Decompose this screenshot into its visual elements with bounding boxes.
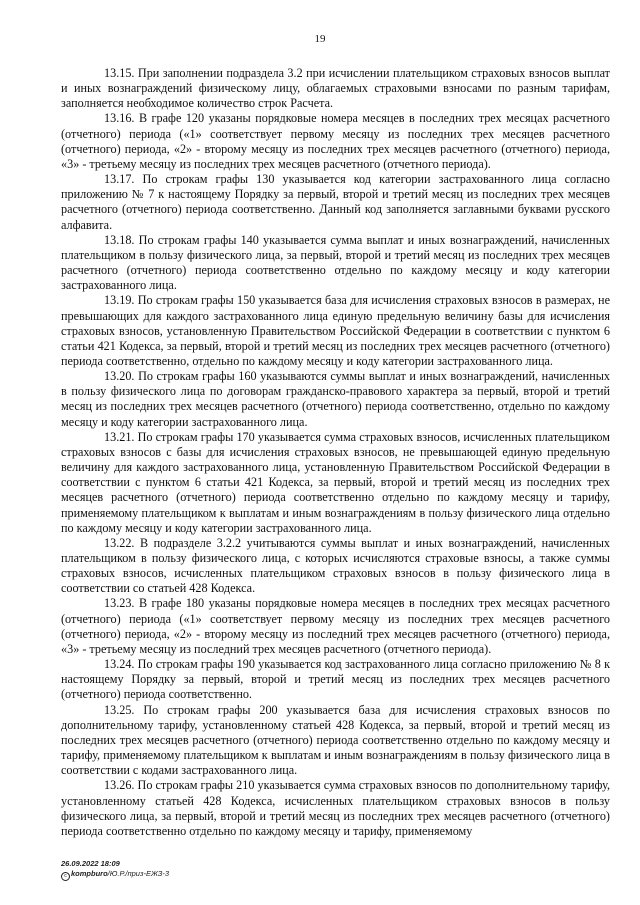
paragraph-13-20: 13.20. По строкам графы 160 указываются суммы выплат и иных вознаграждений, начисленных в пользу физического лица по договорам гражданско-правового характера за первый, второй и третий месяц из последних трех месяцев расчетного (отчетного) периода соответственно, отдельно по каждому месяцу и коду категории застрахованного лица. [61, 369, 610, 429]
paragraph-13-19: 13.19. По строкам графы 150 указывается база для исчисления страховых взносов в размерах, не превышающих для каждого застрахованного лица единую предельную величину базы для исчисления страховых взносов, установленную Правительством Российской Федерации в соответствии с пунктом 6 статьи 421 Кодекса, за первый, второй и третий месяц из последних трех месяцев расчетного (отчетного) периода соответственно, отдельно по каждому месяцу и коду категории застрахованного лица. [61, 293, 610, 368]
footer-source-brand: kompburo [71, 869, 108, 878]
copyright-icon: c [61, 872, 70, 881]
paragraph-13-16: 13.16. В графе 120 указаны порядковые номера месяцев в последних трех месяцах расчетного (отчетного) периода («1» соответствует первому месяцу из последних трех месяцев расчетного (отчетного) периода, «2» - второму месяцу из последних трех месяцев расчетного (отчетного) периода, «3» - третьему месяцу из последних трех месяцев расчетного (отчетного периода). [61, 111, 610, 171]
footer-source [61, 869, 361, 881]
paragraph-13-18: 13.18. По строкам графы 140 указывается сумма выплат и иных вознаграждений, начисленных плательщиком в пользу физического лица, за первый, второй и третий месяц из последних трех месяцев расчетного (отчетного) периода соответственно отдельно по каждому месяцу и коду категории застрахованного лица. [61, 232, 610, 293]
paragraph-13-26: 13.26. По строкам графы 210 указывается сумма страховых взносов по дополнительному тарифу, установленному статьей 428 Кодекса, исчисленных плательщиком страховых взносов в пользу физического лица, за первый, второй и третий месяц из последних трех месяцев расчетного (отчетного) периода соответственно отдельно по каждому месяцу и тарифу, применяемому [61, 778, 610, 838]
footer-source-suffix: /Ю.Р./приз-ЕЖЗ-3 [107, 869, 170, 878]
paragraph-13-21: 13.21. По строкам графы 170 указывается сумма страховых взносов, исчисленных плательщиком страховых взносов с базы для исчисления страховых взносов, не превышающей единую предельную величину для каждого застрахованного лица, установленную Правительством Российской Федерации в соответствии с пунктом 6 статьи 421 Кодекса, за первый, второй и третий месяц из последних трех месяцев расчетного (отчетного) периода соответственно отдельно по каждому месяцу и тарифу, применяемому плательщиком к выплатам и иным вознаграждениям в пользу физического лица отдельно по каждому месяцу и коду категории застрахованного лица. [61, 429, 610, 535]
footer-timestamp: 26.09.2022 18:09 [61, 859, 120, 868]
paragraph-13-23: 13.23. В графе 180 указаны порядковые номера месяцев в последних трех месяцах расчетного (отчетного) периода («1» соответствует первому месяцу из последних трех месяцев расчетного (отчетного) периода, «2» - второму месяцу из последний трех месяцев расчетного (отчетного) периода, «3» - третьему месяцу из последний трех месяцев расчетного (отчетного периода). [61, 596, 610, 656]
document-body [61, 66, 610, 839]
paragraph-13-24: 13.24. По строкам графы 190 указывается код застрахованного лица согласно приложению № 8 к настоящему Порядку за первый, второй и третий месяц из последних трех месяцев расчетного (отчетного) периода соответственно. [61, 657, 610, 702]
paragraph-13-22: 13.22. В подразделе 3.2.2 учитываются суммы выплат и иных вознаграждений, начисленных плательщиком в пользу физического лица, с которых исчисляются страховые взносы, а также суммы страховых взносов, исчисленных плательщиком страховых взносов в пользу физического лица в соответствии со статьей 428 Кодекса. [61, 535, 610, 596]
page-number: 19 [314, 33, 326, 45]
paragraph-13-25: 13.25. По строкам графы 200 указывается база для исчисления страховых взносов по дополнительному тарифу, установленному статьей 428 Кодекса, за первый, второй и третий месяц из последних трех месяцев расчетного (отчетного) периода соответственно отдельно по каждому месяцу и тарифу, применяемому плательщиком к выплатам и иным вознаграждениям в пользу физического лица в соответствии с кодами застрахованного лица. [61, 702, 610, 778]
paragraph-13-15: 13.15. При заполнении подраздела 3.2 при исчислении плательщиком страховых взносов выплат и иных вознаграждений физическому лицу, облагаемых страховыми взносами по разным тарифам, заполняется необходимое количество строк Расчета. [61, 66, 610, 111]
paragraph-13-17: 13.17. По строкам графы 130 указывается код категории застрахованного лица согласно приложению № 7 к настоящему Порядку за первый, второй и третий месяц из последних трех месяцев расчетного (отчетного) периода соответственно. Данный код заполняется заглавными буквами русского алфавита. [61, 172, 610, 232]
footer-stamp [61, 859, 361, 881]
